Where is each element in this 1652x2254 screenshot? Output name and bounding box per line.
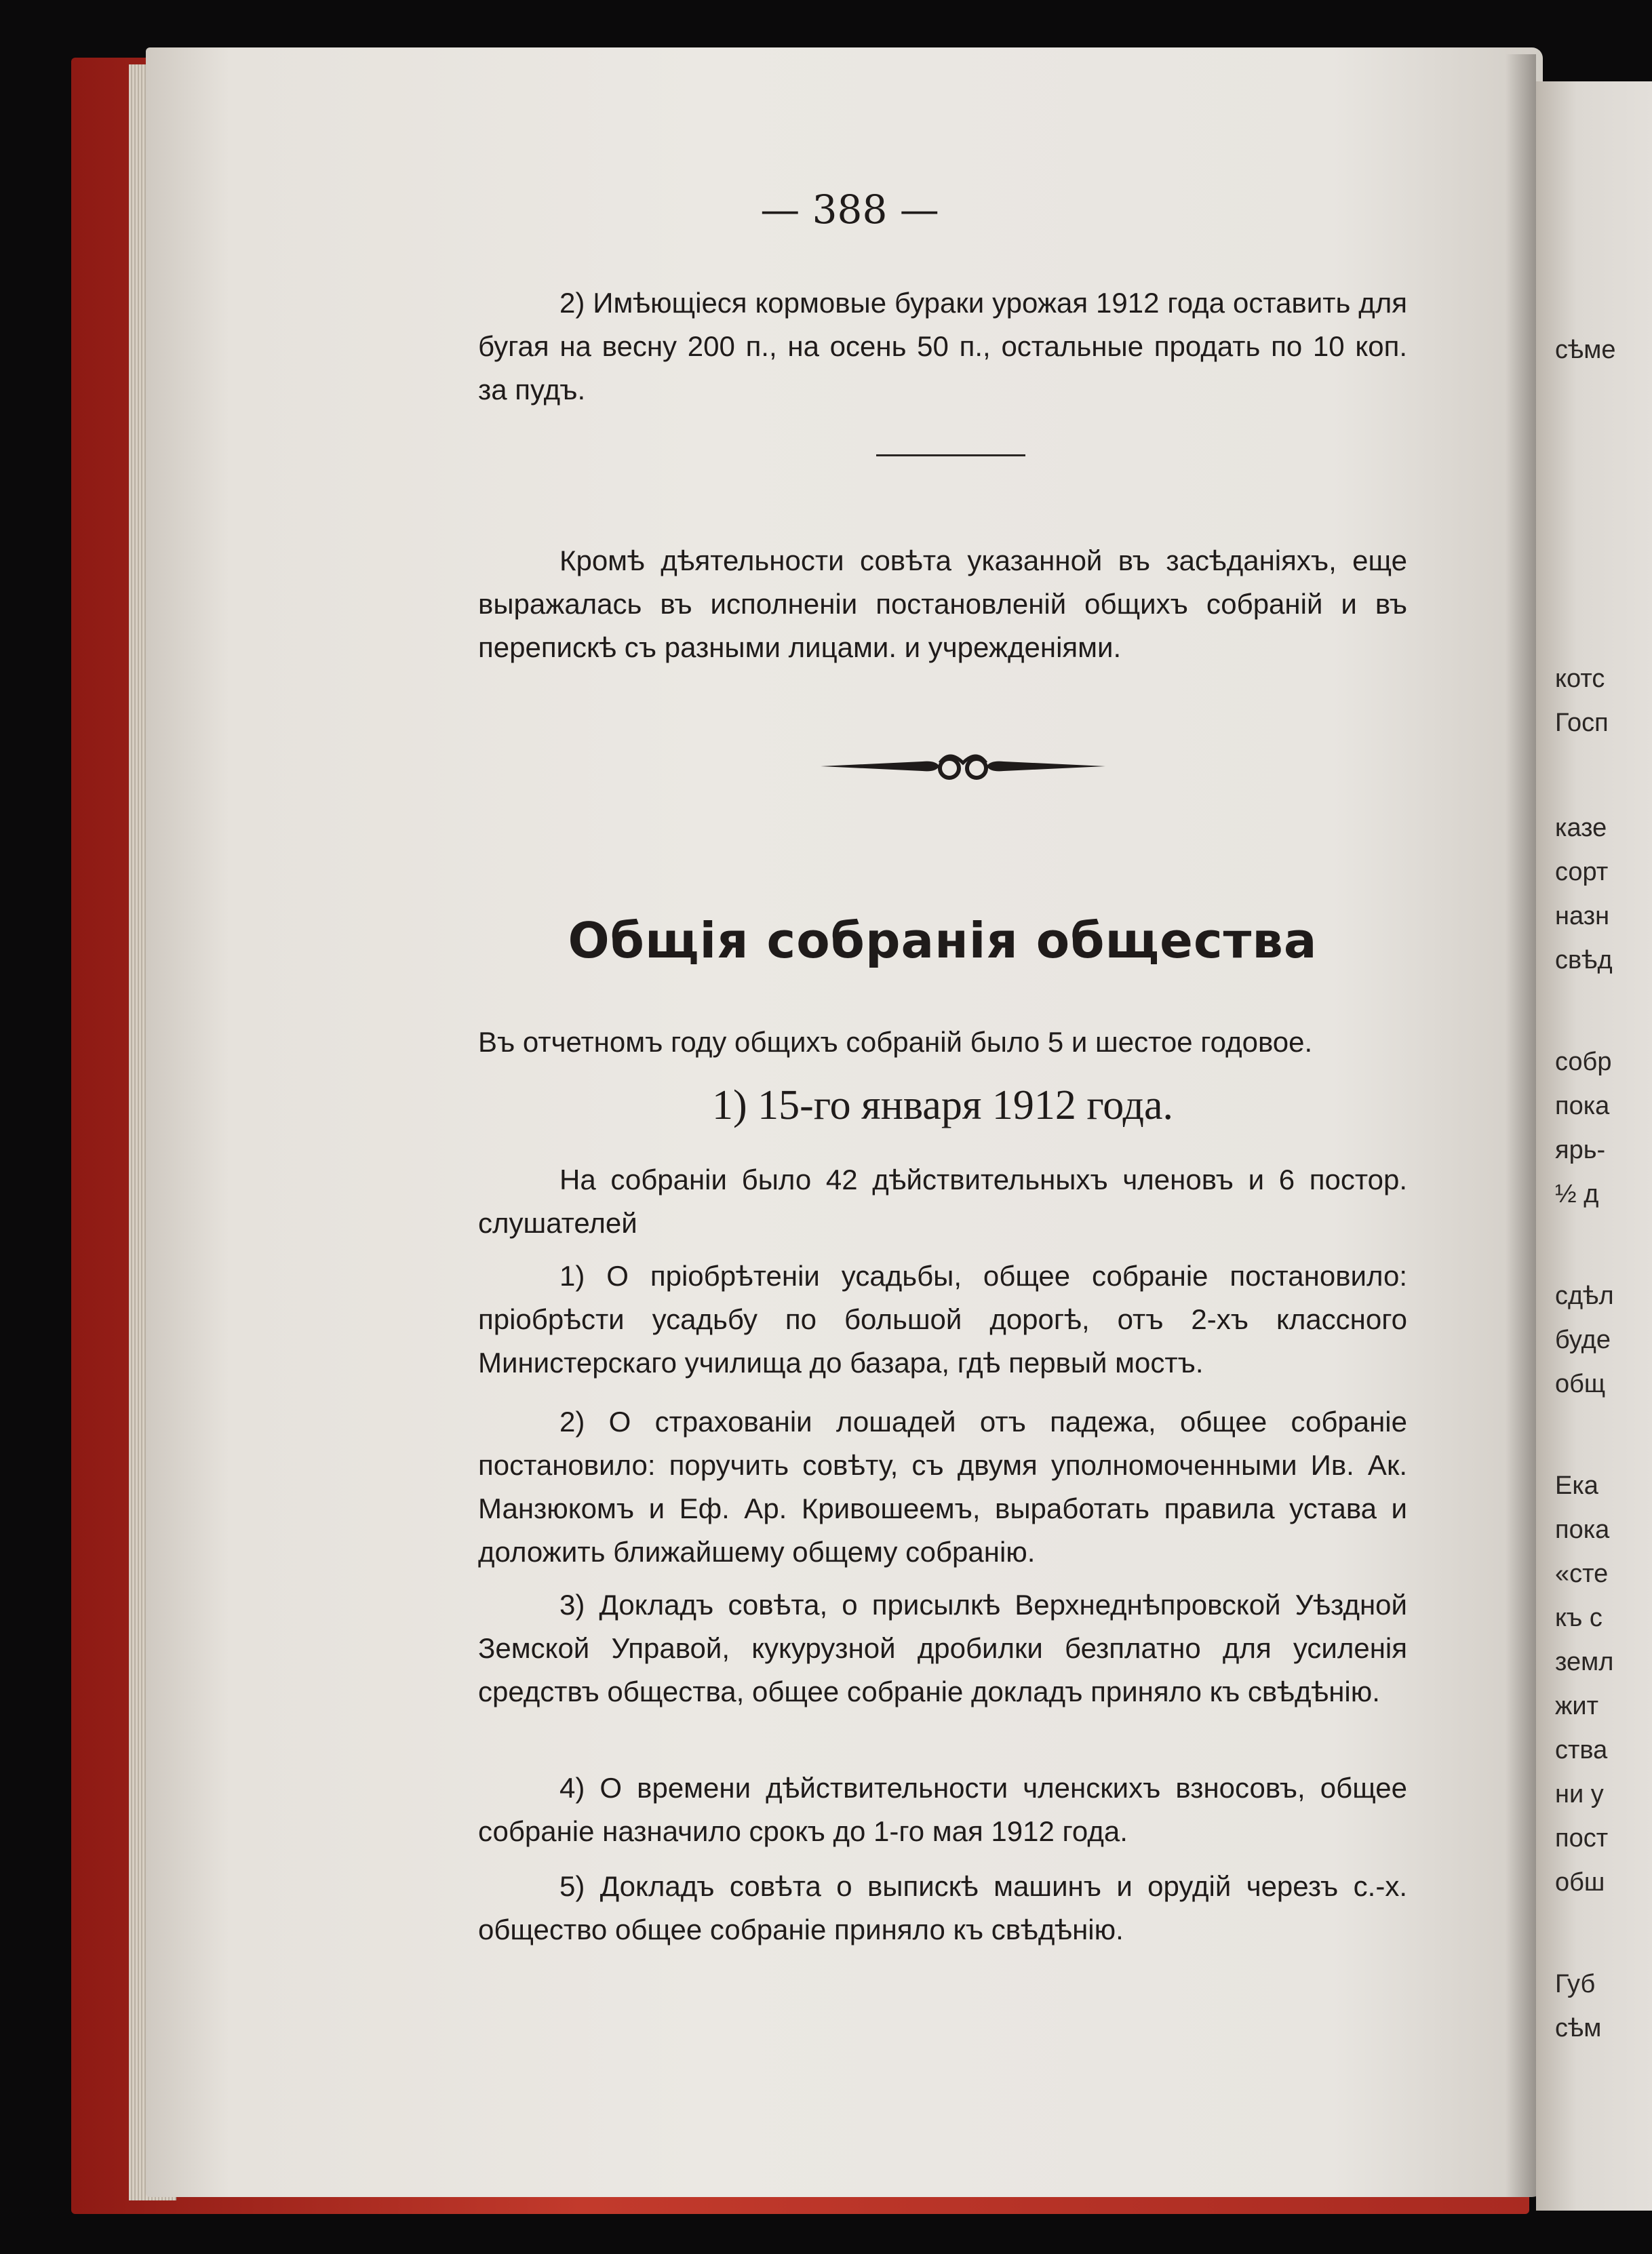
right-fragment: котс [1555,665,1605,693]
right-fragment: земл [1555,1648,1614,1676]
right-fragment: ни у [1555,1780,1604,1808]
book-gutter [1506,54,1536,2197]
meeting-item-3: 3) Докладъ совѣта, о присылкѣ Верхнеднѣпровской Уѣздной Земской Управой, кукурузной дробилки безплатно для усиленія средствъ общества, общее собраніе докладъ приняло къ свѣдѣнію. [478,1589,1407,1707]
meeting-attendance: На собраніи было 42 дѣйствительныхъ членовъ и 6 постор. слушателей [478,1164,1407,1239]
right-fragment: казе [1555,814,1607,842]
paragraph-council-activity: Кромѣ дѣятельности совѣта указанной въ засѣданіяхъ, еще выражалась въ исполненіи постановленій общихъ собраній и въ перепискѣ съ разными лицами. и учрежденіями. [478,545,1407,663]
right-fragment: пока [1555,1516,1610,1544]
right-fragment: обш [1555,1868,1605,1897]
meeting-item-5: 5) Докладъ совѣта о выпискѣ машинъ и орудій черезъ с.-х. общество общее собраніе приняло къ свѣдѣнію. [478,1870,1407,1945]
right-fragment: «сте [1555,1560,1609,1588]
section-intro: Въ отчетномъ году общихъ собраній было 5 и шестое годовое. [478,1026,1313,1058]
right-fragment: назн [1555,902,1610,930]
right-fragment: ярь- [1555,1136,1606,1164]
right-fragment: пост [1555,1824,1609,1853]
right-fragment: буде [1555,1326,1611,1354]
right-fragment: сѣме [1555,336,1616,364]
meeting-item-1: 1) О пріобрѣтеніи усадьбы, общее собраніе постановило: пріобрѣсти усадьбу по большой дорогѣ, отъ 2-хъ классного Министерскаго училища до базара, гдѣ первый мостъ. [478,1260,1407,1379]
paragraph-beets: 2) Имѣющіеся кормовые бураки урожая 1912 года оставить для бугая на весну 200 п., на осень 50 п., остальные продать по 10 коп. за пудъ. [478,287,1407,406]
right-fragment: къ с [1555,1604,1602,1632]
section-divider-line [876,454,1025,456]
right-fragment: пока [1555,1092,1610,1120]
right-fragment: ½ д [1555,1180,1599,1208]
right-fragment: сдѣл [1555,1282,1614,1310]
right-fragment: Госп [1555,709,1609,737]
right-fragment: Ека [1555,1471,1598,1500]
right-fragment: сѣм [1555,2014,1602,2042]
meeting-title: 1) 15-го января 1912 года. [711,1082,1174,1128]
meeting-item-2: 2) О страхованіи лошадей отъ падежа, общее собраніе постановило: поручить совѣту, съ двумя уполномоченными Ив. Ак. Манзюкомъ и Еф. Ар. Кривошеемъ, выработать правила устава и доложить ближайшему общему собранію. [478,1406,1407,1568]
ornament-divider [821,743,1105,790]
right-fragment: свѣд [1555,946,1613,974]
right-fragment: Губ [1555,1970,1596,1998]
right-fragment: ства [1555,1736,1608,1764]
right-page-edge [1536,81,1652,2211]
right-fragment: сорт [1555,858,1609,886]
section-title: Общія собранія общества [568,912,1318,969]
right-fragment: общ [1555,1370,1606,1398]
meeting-item-4: 4) О времени дѣйствительности членскихъ взносовъ, общее собраніе назначило срокъ до 1-го мая 1912 года. [478,1772,1407,1847]
page-number: — 388 — [760,186,939,233]
right-fragment: собр [1555,1048,1612,1076]
right-fragment: жит [1555,1692,1599,1720]
